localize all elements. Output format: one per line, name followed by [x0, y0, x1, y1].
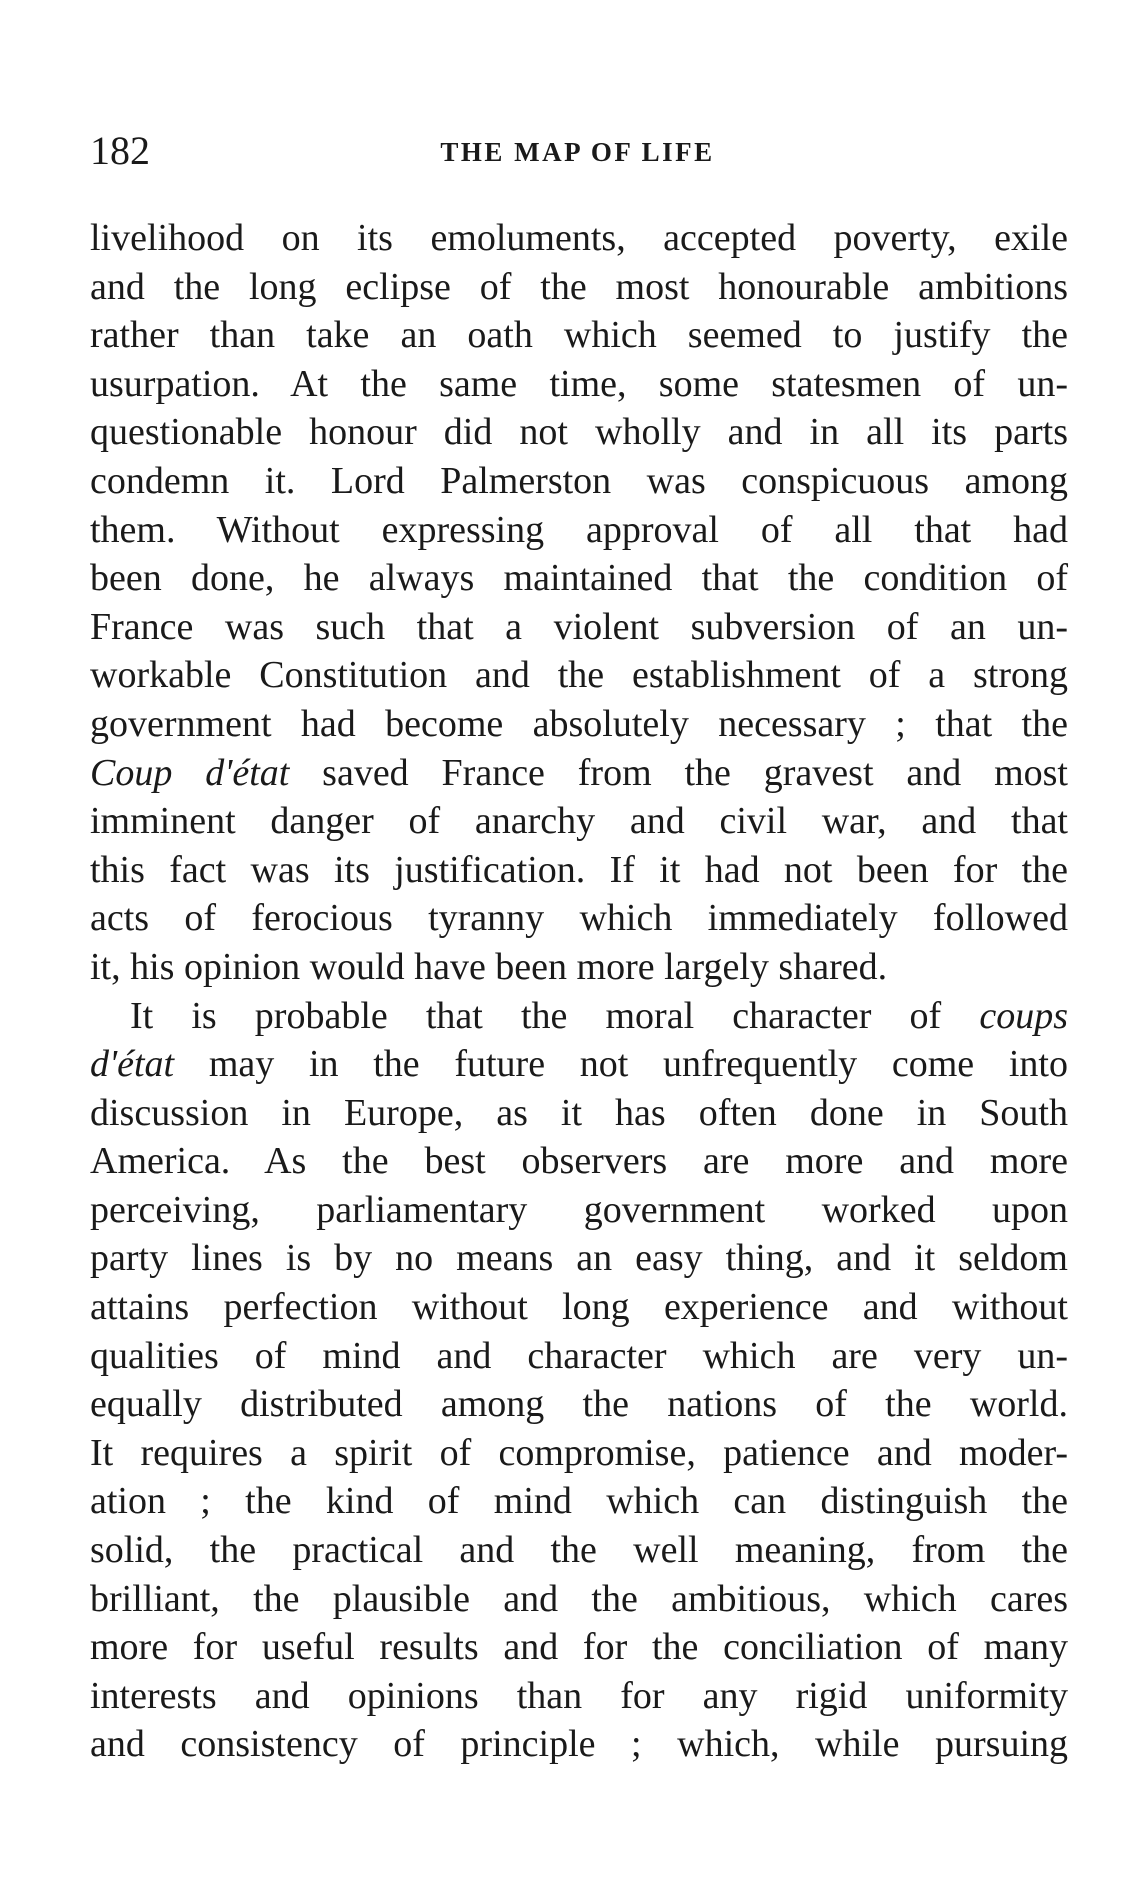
text-line: brilliant, the plausible and the ambitious, which cares: [90, 1577, 1068, 1620]
text-line: government had become absolutely necessary ; that the: [90, 702, 1068, 745]
line-rest: saved France from the gravest and most: [289, 751, 1068, 794]
text-line: rather than take an oath which seemed to justify the: [90, 314, 1068, 357]
text-line: imminent danger of anarchy and civil war, and that: [90, 800, 1068, 843]
text-line: livelihood on its emoluments, accepted poverty, exile: [90, 217, 1068, 259]
text-line: more for useful results and for the conciliation of many: [90, 1626, 1068, 1669]
text-line: condemn it. Lord Palmerston was conspicuous among: [90, 459, 1068, 502]
running-title: THE MAP OF LIFE: [440, 137, 715, 167]
text-line: solid, the practical and the well meaning, from the: [90, 1529, 1068, 1572]
italic-phrase: Coup d'état: [90, 751, 290, 794]
page-number: 182: [90, 128, 150, 173]
text-line: [90, 992, 1068, 1041]
text-line: interests and opinions than for any rigid uniformity: [90, 1674, 1068, 1717]
text-line: acts of ferocious tyranny which immediately followed: [90, 897, 1068, 940]
text-line: it, his opinion would have been more largely shared.: [90, 945, 888, 988]
text-line: attains perfection without long experience and without: [90, 1286, 1068, 1329]
text-line: workable Constitution and the establishment of a strong: [90, 654, 1068, 697]
text-line: this fact was its justification. If it had not been for the: [90, 848, 1068, 891]
line-rest: may in the future not unfrequently come into: [174, 1043, 1068, 1086]
text-line: them. Without expressing approval of all that had: [90, 508, 1068, 551]
text-line: party lines is by no means an easy thing, and it seldom: [90, 1237, 1068, 1280]
text-line: been done, he always maintained that the condition of: [90, 557, 1068, 600]
text-line: qualities of mind and character which are very un-: [90, 1334, 1068, 1377]
text-line: America. As the best observers are more and more: [90, 1140, 1068, 1183]
text-line: and consistency of principle ; which, while pursuing: [90, 1723, 1068, 1766]
text-line: [90, 1040, 1068, 1089]
italic-phrase: coups: [979, 994, 1068, 1037]
text-line: usurpation. At the same time, some statesmen of un-: [90, 362, 1068, 405]
text-line: and the long eclipse of the most honourable ambitions: [90, 265, 1068, 308]
italic-phrase: d'état: [90, 1043, 175, 1086]
page-header: [90, 126, 1065, 176]
text-line: discussion in Europe, as it has often done in South: [90, 1091, 1068, 1134]
text-line: questionable honour did not wholly and in all its parts: [90, 411, 1068, 454]
text-line: [90, 749, 1068, 798]
text-line: perceiving, parliamentary government worked upon: [90, 1188, 1068, 1231]
text-line: equally distributed among the nations of the world.: [90, 1383, 1068, 1426]
line-lead: It is probable that the moral character of: [130, 994, 980, 1037]
text-line: ation ; the kind of mind which can distinguish the: [90, 1480, 1068, 1523]
text-line: France was such that a violent subversion of an un-: [90, 605, 1068, 648]
text-line: It requires a spirit of compromise, patience and moder-: [90, 1431, 1068, 1474]
body-text: [90, 214, 1068, 1769]
